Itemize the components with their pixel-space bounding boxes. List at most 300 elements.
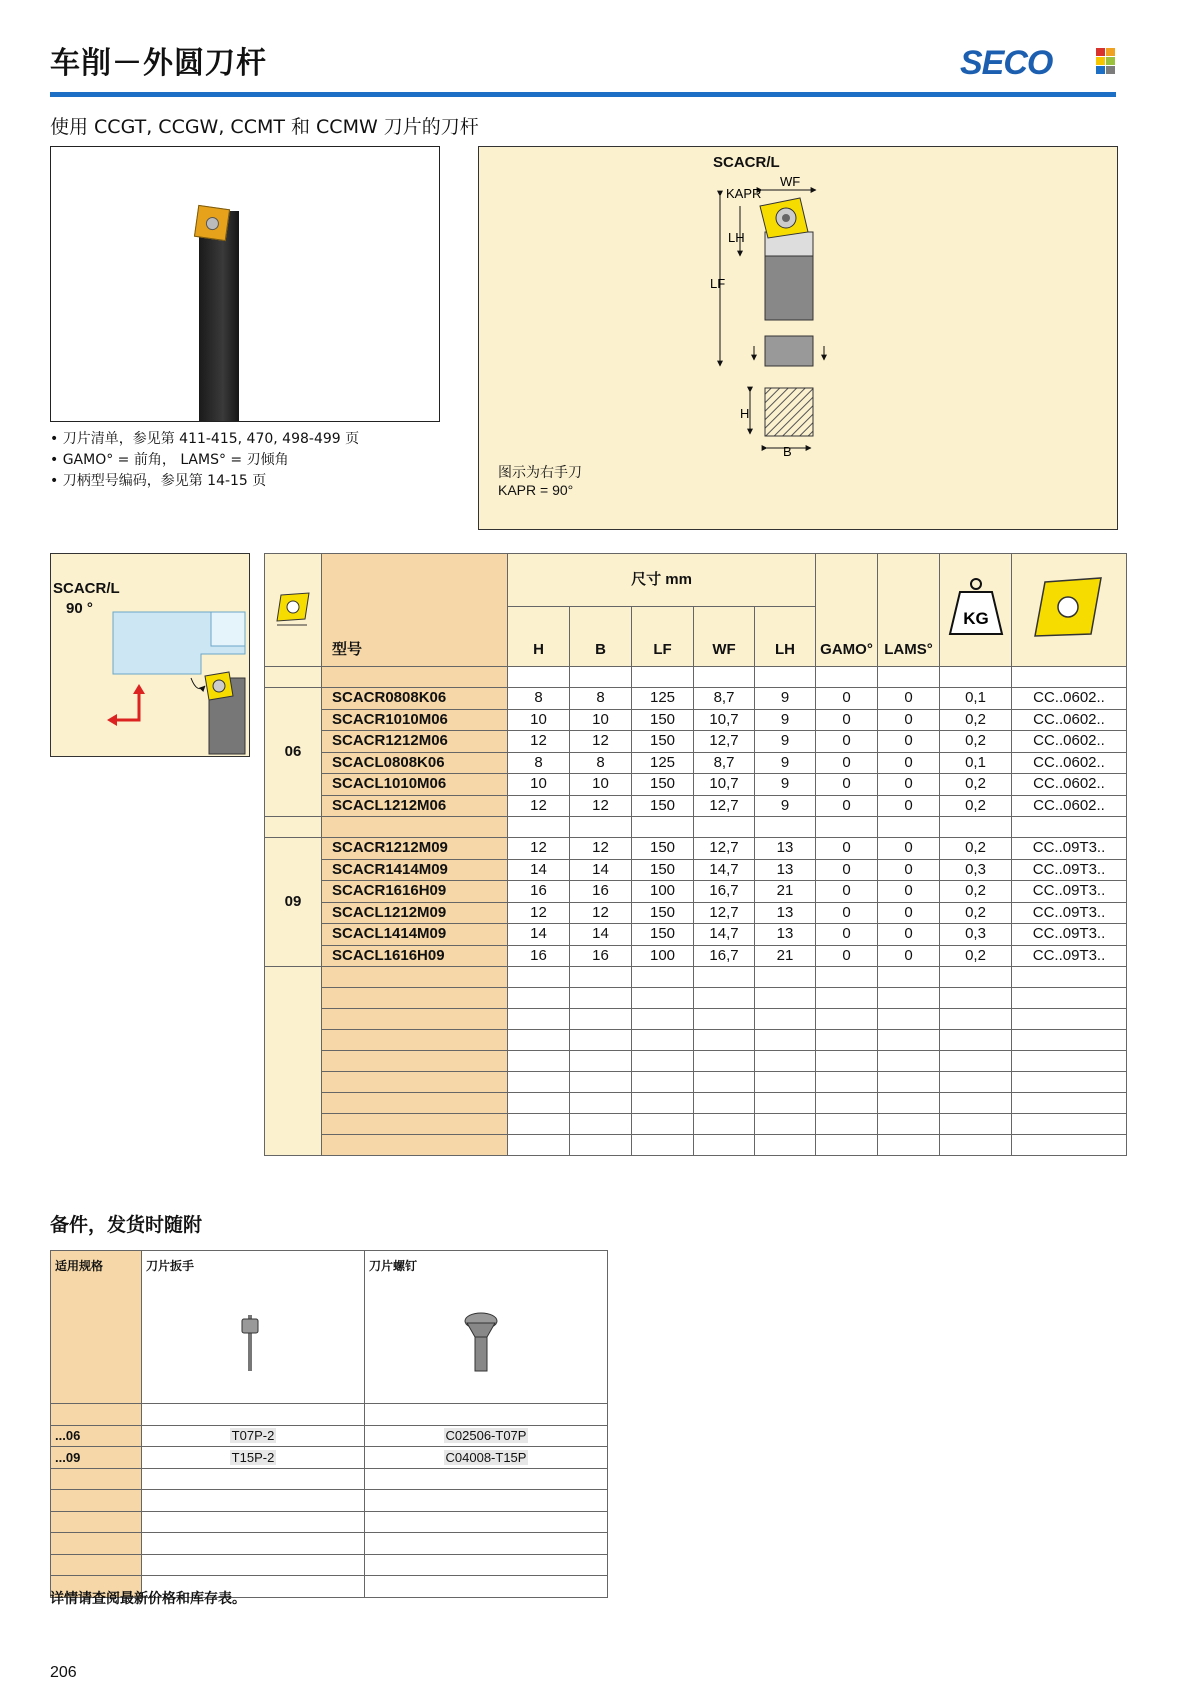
lh-cell: 13	[755, 838, 816, 860]
lams-cell: 0	[878, 774, 940, 796]
table-empty-cell	[940, 1135, 1012, 1156]
gamo-cell: 0	[816, 709, 878, 731]
wf-cell: 8,7	[694, 752, 755, 774]
weight-cell: 0,3	[940, 859, 1012, 881]
table-empty-cell	[1012, 1093, 1127, 1114]
gamo-cell: 0	[816, 902, 878, 924]
table-empty-cell	[816, 1135, 878, 1156]
acc-empty-cell	[365, 1511, 608, 1533]
table-empty-cell	[755, 1051, 816, 1072]
table-empty-cell	[508, 1093, 570, 1114]
acc-empty-cell	[142, 1533, 365, 1555]
seco-logo: SECO	[960, 44, 1053, 82]
b-cell: 8	[570, 688, 632, 710]
gamo-cell: 0	[816, 838, 878, 860]
lf-cell: 100	[632, 945, 694, 967]
h-label: H	[740, 406, 750, 421]
table-empty-cell	[570, 1072, 632, 1093]
model-cell: SCACR1212M06	[322, 731, 508, 753]
acc-empty-cell	[142, 1554, 365, 1576]
insert-image	[194, 205, 230, 241]
table-empty-cell	[570, 1114, 632, 1135]
acc-empty-cell	[51, 1468, 142, 1490]
lf-cell: 150	[632, 731, 694, 753]
table-spacer-cell	[755, 667, 816, 688]
gamo-cell: 0	[816, 752, 878, 774]
acc-empty-cell	[142, 1511, 365, 1533]
h-header: H	[508, 607, 570, 667]
lams-cell: 0	[878, 752, 940, 774]
table-empty-cell	[755, 967, 816, 988]
approach-panel-title: SCACR/L	[53, 580, 120, 597]
model-cell: SCACL0808K06	[322, 752, 508, 774]
page-title: 车削－外圆刀杆	[50, 46, 267, 81]
table-spacer-cell	[816, 667, 878, 688]
table-empty-cell	[816, 1030, 878, 1051]
table-empty-cell	[878, 988, 940, 1009]
weight-header	[940, 554, 1012, 667]
lams-header: LAMS°	[878, 554, 940, 667]
gamo-header: GAMO°	[816, 554, 878, 667]
weight-icon	[948, 574, 1004, 640]
table-row	[265, 795, 1127, 817]
table-empty-cell	[940, 1051, 1012, 1072]
table-empty-cell	[694, 1114, 755, 1135]
table-spacer-cell	[878, 817, 940, 838]
table-empty-cell	[694, 1072, 755, 1093]
wf-label: WF	[780, 174, 801, 189]
acc-empty-cell	[365, 1490, 608, 1512]
table-spacer-cell	[1012, 817, 1127, 838]
b-cell: 12	[570, 731, 632, 753]
table-empty-cell	[940, 1072, 1012, 1093]
page-number: 206	[50, 1664, 77, 1681]
table-row	[265, 924, 1127, 946]
table-empty-cell	[322, 1135, 508, 1156]
gamo-cell: 0	[816, 731, 878, 753]
table-spacer-cell	[694, 667, 755, 688]
table-spacer-cell	[694, 817, 755, 838]
table-empty-cell	[694, 1093, 755, 1114]
table-empty-cell	[632, 1093, 694, 1114]
table-empty-cell	[878, 1009, 940, 1030]
acc-spacer-cell	[142, 1404, 365, 1426]
note-insert-list: • 刀片清单，参见第 411-415, 470, 498-499 页	[50, 431, 360, 447]
table-empty-cell	[694, 1051, 755, 1072]
acc-key-cell	[142, 1425, 365, 1447]
wf-cell: 12,7	[694, 795, 755, 817]
accessories-table	[50, 1250, 608, 1598]
table-spacer-cell	[940, 667, 1012, 688]
b-cell: 12	[570, 902, 632, 924]
table-row	[265, 881, 1127, 903]
acc-empty-cell	[142, 1490, 365, 1512]
wf-cell: 12,7	[694, 731, 755, 753]
lams-cell: 0	[878, 731, 940, 753]
h-cell: 10	[508, 709, 570, 731]
table-empty-cell	[570, 1093, 632, 1114]
acc-key-header-label: 刀片扳手	[146, 1259, 195, 1273]
lf-cell: 150	[632, 838, 694, 860]
gamo-cell: 0	[816, 924, 878, 946]
table-empty-cell	[632, 1051, 694, 1072]
wf-cell: 14,7	[694, 859, 755, 881]
table-empty-cell	[940, 988, 1012, 1009]
lf-label: LF	[710, 276, 726, 291]
table-empty-cell	[1012, 988, 1127, 1009]
b-cell: 12	[570, 838, 632, 860]
table-empty-cell	[694, 1009, 755, 1030]
insert-screw-icon	[461, 1311, 501, 1375]
table-empty-cell	[322, 988, 508, 1009]
table-empty-cell	[755, 1030, 816, 1051]
insert-cell: CC..09T3..	[1012, 902, 1127, 924]
lf-cell: 150	[632, 924, 694, 946]
note-angles: • GAMO° = 前角， LAMS° = 刃倾角	[50, 452, 289, 468]
acc-screw-header-label: 刀片螺钉	[369, 1259, 418, 1273]
table-empty-cell	[570, 1009, 632, 1030]
gamo-cell: 0	[816, 859, 878, 881]
gamo-cell: 0	[816, 688, 878, 710]
b-header: B	[570, 607, 632, 667]
lams-cell: 0	[878, 795, 940, 817]
lh-header: LH	[755, 607, 816, 667]
acc-key-code: T07P-2	[231, 1428, 275, 1444]
acc-empty-cell	[365, 1576, 608, 1598]
h-cell: 16	[508, 881, 570, 903]
acc-screw-header	[365, 1251, 608, 1404]
table-empty-cell	[508, 967, 570, 988]
table-empty-cell	[632, 1030, 694, 1051]
table-empty-cell	[816, 1072, 878, 1093]
lf-cell: 125	[632, 752, 694, 774]
diagram-caption-right-hand: 图示为右手刀	[498, 465, 582, 481]
table-empty-cell	[940, 1009, 1012, 1030]
product-table	[264, 553, 1127, 1156]
lams-cell: 0	[878, 838, 940, 860]
weight-cell: 0,2	[940, 795, 1012, 817]
table-row	[265, 688, 1127, 710]
wf-header: WF	[694, 607, 755, 667]
wf-cell: 10,7	[694, 774, 755, 796]
lh-cell: 13	[755, 859, 816, 881]
table-spacer-cell	[755, 817, 816, 838]
table-spacer-cell	[265, 817, 322, 838]
table-empty-cell	[508, 1051, 570, 1072]
acc-empty-cell	[51, 1490, 142, 1512]
table-empty-cell	[694, 1135, 755, 1156]
table-spacer-cell	[508, 667, 570, 688]
acc-empty-cell	[142, 1468, 365, 1490]
table-empty-cell	[1012, 1114, 1127, 1135]
model-cell: SCACR1616H09	[322, 881, 508, 903]
table-empty-cell	[816, 1009, 878, 1030]
weight-cell: 0,1	[940, 752, 1012, 774]
acc-empty-cell	[51, 1511, 142, 1533]
lh-cell: 9	[755, 752, 816, 774]
table-empty-cell	[322, 1072, 508, 1093]
gamo-cell: 0	[816, 774, 878, 796]
insert-cell: CC..09T3..	[1012, 945, 1127, 967]
insert-cell: CC..0602..	[1012, 774, 1127, 796]
wf-cell: 16,7	[694, 945, 755, 967]
model-cell: SCACL1212M09	[322, 902, 508, 924]
table-spacer-cell	[940, 817, 1012, 838]
table-empty-cell	[570, 1135, 632, 1156]
table-empty-cell	[940, 1093, 1012, 1114]
lf-cell: 150	[632, 859, 694, 881]
kapr-label: KAPR	[726, 186, 762, 201]
model-cell: SCACL1212M06	[322, 795, 508, 817]
acc-spacer-cell	[51, 1404, 142, 1426]
table-row	[265, 774, 1127, 796]
table-empty-cell	[878, 1135, 940, 1156]
table-row	[265, 752, 1127, 774]
table-spacer-cell	[878, 667, 940, 688]
insert-cell: CC..0602..	[1012, 709, 1127, 731]
model-cell: SCACR0808K06	[322, 688, 508, 710]
weight-cell: 0,2	[940, 945, 1012, 967]
lams-cell: 0	[878, 859, 940, 881]
table-spacer-cell	[632, 667, 694, 688]
b-cell: 16	[570, 881, 632, 903]
table-row	[265, 709, 1127, 731]
model-cell: SCACR1414M09	[322, 859, 508, 881]
accessories-title: 备件，发货时随附	[50, 1214, 203, 1236]
table-empty-cell	[1012, 1030, 1127, 1051]
table-empty-cell	[1012, 1051, 1127, 1072]
table-empty-cell	[508, 1009, 570, 1030]
h-cell: 12	[508, 838, 570, 860]
insert-cell: CC..09T3..	[1012, 838, 1127, 860]
acc-screw-cell	[365, 1447, 608, 1469]
lh-cell: 13	[755, 924, 816, 946]
table-spacer-cell	[570, 667, 632, 688]
insert-cell: CC..0602..	[1012, 688, 1127, 710]
lf-header: LF	[632, 607, 694, 667]
wf-cell: 12,7	[694, 902, 755, 924]
insert-cell: CC..0602..	[1012, 752, 1127, 774]
torx-key-icon	[238, 1311, 262, 1375]
table-empty-cell	[322, 1051, 508, 1072]
table-empty-cell	[694, 1030, 755, 1051]
lh-cell: 13	[755, 902, 816, 924]
size-cell-06: 06	[265, 688, 322, 817]
table-empty-cell	[1012, 1072, 1127, 1093]
table-empty-cell	[322, 1030, 508, 1051]
table-empty-cell	[755, 1093, 816, 1114]
table-spacer-cell	[322, 667, 508, 688]
table-row	[265, 902, 1127, 924]
table-empty-cell	[1012, 967, 1127, 988]
table-empty-cell	[570, 1051, 632, 1072]
b-cell: 10	[570, 774, 632, 796]
lh-cell: 9	[755, 774, 816, 796]
b-cell: 12	[570, 795, 632, 817]
table-empty-cell	[632, 988, 694, 1009]
table-empty-cell	[322, 967, 508, 988]
b-cell: 8	[570, 752, 632, 774]
acc-empty-cell	[365, 1468, 608, 1490]
table-row	[265, 945, 1127, 967]
b-label: B	[783, 444, 792, 459]
acc-empty-cell	[365, 1533, 608, 1555]
acc-size-header: 适用规格	[51, 1251, 142, 1404]
b-cell: 14	[570, 859, 632, 881]
insert-icon	[1033, 576, 1105, 638]
table-spacer-cell	[265, 667, 322, 688]
lf-cell: 150	[632, 795, 694, 817]
table-empty-cell	[632, 967, 694, 988]
table-empty-cell	[878, 1114, 940, 1135]
acc-empty-cell	[51, 1533, 142, 1555]
model-header: 型号	[322, 554, 508, 667]
table-empty-cell	[816, 1051, 878, 1072]
h-cell: 14	[508, 859, 570, 881]
acc-screw-cell	[365, 1425, 608, 1447]
note-code-key: • 刀柄型号编码，参见第 14-15 页	[50, 473, 267, 489]
table-empty-cell	[265, 967, 322, 1156]
model-cell: SCACR1212M09	[322, 838, 508, 860]
lf-cell: 125	[632, 688, 694, 710]
wf-cell: 10,7	[694, 709, 755, 731]
gamo-cell: 0	[816, 795, 878, 817]
table-empty-cell	[508, 1135, 570, 1156]
weight-cell: 0,1	[940, 688, 1012, 710]
acc-screw-code: C04008-T15P	[445, 1449, 527, 1465]
diagram-title: SCACR/L	[713, 154, 780, 171]
table-empty-cell	[816, 1114, 878, 1135]
table-empty-cell	[940, 1030, 1012, 1051]
lams-cell: 0	[878, 688, 940, 710]
acc-empty-cell	[51, 1554, 142, 1576]
diagram-caption-kapr: KAPR = 90°	[498, 482, 574, 498]
table-empty-cell	[508, 1114, 570, 1135]
lh-cell: 9	[755, 795, 816, 817]
tool-photo	[50, 146, 440, 422]
b-cell: 10	[570, 709, 632, 731]
weight-cell: 0,2	[940, 709, 1012, 731]
table-spacer-cell	[816, 817, 878, 838]
model-cell: SCACR1010M06	[322, 709, 508, 731]
insert-cell: CC..09T3..	[1012, 881, 1127, 903]
lh-cell: 21	[755, 945, 816, 967]
table-empty-cell	[755, 1114, 816, 1135]
table-row	[265, 859, 1127, 881]
acc-screw-code: C02506-T07P	[445, 1428, 527, 1444]
lams-cell: 0	[878, 924, 940, 946]
table-empty-cell	[508, 1072, 570, 1093]
table-row	[265, 731, 1127, 753]
lf-cell: 150	[632, 902, 694, 924]
header-rule	[50, 92, 1116, 97]
table-empty-cell	[755, 1072, 816, 1093]
table-spacer-cell	[322, 817, 508, 838]
table-empty-cell	[322, 1093, 508, 1114]
lh-cell: 21	[755, 881, 816, 903]
weight-cell: 0,2	[940, 731, 1012, 753]
b-cell: 14	[570, 924, 632, 946]
dimensions-header: 尺寸 mm	[508, 554, 816, 607]
insert-cell: CC..0602..	[1012, 795, 1127, 817]
lf-cell: 150	[632, 774, 694, 796]
acc-key-cell	[142, 1447, 365, 1469]
logo-squares-icon	[1096, 48, 1116, 76]
acc-key-header	[142, 1251, 365, 1404]
insert-size-header	[265, 554, 322, 667]
table-empty-cell	[878, 1072, 940, 1093]
table-empty-cell	[508, 1030, 570, 1051]
h-cell: 12	[508, 795, 570, 817]
acc-spacer-cell	[365, 1404, 608, 1426]
table-empty-cell	[940, 1114, 1012, 1135]
table-spacer-cell	[1012, 667, 1127, 688]
table-empty-cell	[755, 1009, 816, 1030]
wf-cell: 14,7	[694, 924, 755, 946]
lf-cell: 100	[632, 881, 694, 903]
table-empty-cell	[322, 1009, 508, 1030]
weight-cell: 0,2	[940, 902, 1012, 924]
table-empty-cell	[878, 1030, 940, 1051]
table-row	[265, 838, 1127, 860]
model-cell: SCACL1010M06	[322, 774, 508, 796]
weight-cell: 0,2	[940, 774, 1012, 796]
table-spacer-cell	[632, 817, 694, 838]
weight-cell: 0,2	[940, 838, 1012, 860]
table-empty-cell	[816, 988, 878, 1009]
approach-angle-value: 90 °	[66, 600, 93, 617]
table-empty-cell	[632, 1009, 694, 1030]
insert-cell: CC..09T3..	[1012, 859, 1127, 881]
insert-cell: CC..0602..	[1012, 731, 1127, 753]
insert-size-icon	[273, 587, 313, 627]
footnote: 详情请查阅最新价格和库存表。	[50, 1591, 246, 1607]
table-empty-cell	[570, 988, 632, 1009]
lh-cell: 9	[755, 731, 816, 753]
lf-cell: 150	[632, 709, 694, 731]
table-empty-cell	[570, 967, 632, 988]
table-empty-cell	[632, 1114, 694, 1135]
h-cell: 8	[508, 752, 570, 774]
page-subtitle: 使用 CCGT, CCGW, CCMT 和 CCMW 刀片的刀杆	[50, 116, 479, 138]
lams-cell: 0	[878, 881, 940, 903]
h-cell: 12	[508, 902, 570, 924]
weight-cell: 0,2	[940, 881, 1012, 903]
acc-key-code: T15P-2	[231, 1449, 275, 1465]
h-cell: 12	[508, 731, 570, 753]
toolholder-shank-image	[199, 211, 239, 421]
table-spacer-cell	[508, 817, 570, 838]
table-empty-cell	[816, 967, 878, 988]
gamo-cell: 0	[816, 881, 878, 903]
model-cell: SCACL1414M09	[322, 924, 508, 946]
table-empty-cell	[632, 1135, 694, 1156]
h-cell: 10	[508, 774, 570, 796]
lh-label: LH	[728, 230, 745, 245]
table-empty-cell	[816, 1093, 878, 1114]
table-empty-cell	[632, 1072, 694, 1093]
size-cell-09: 09	[265, 838, 322, 967]
weight-icon-label: KG	[962, 609, 989, 628]
wf-cell: 12,7	[694, 838, 755, 860]
gamo-cell: 0	[816, 945, 878, 967]
table-empty-cell	[322, 1114, 508, 1135]
table-empty-cell	[1012, 1009, 1127, 1030]
acc-size-cell: ...06	[51, 1425, 142, 1447]
lams-cell: 0	[878, 709, 940, 731]
table-empty-cell	[1012, 1135, 1127, 1156]
wf-cell: 16,7	[694, 881, 755, 903]
